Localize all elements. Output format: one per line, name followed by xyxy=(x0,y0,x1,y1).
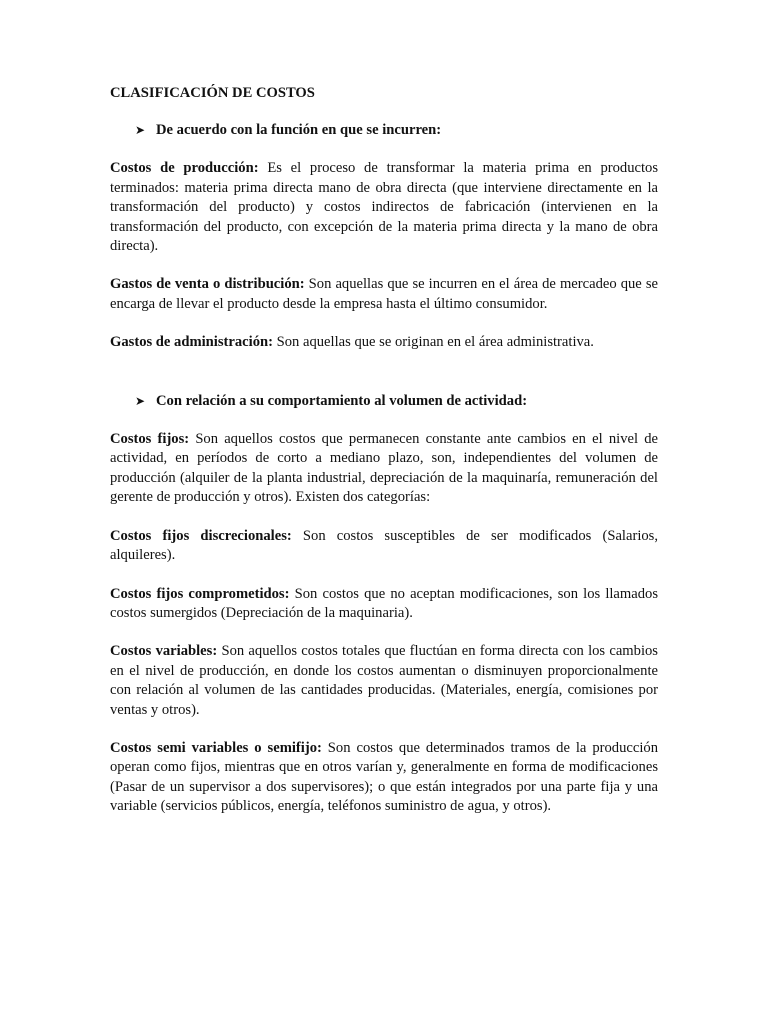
term-label: Costos fijos comprometidos: xyxy=(110,585,290,602)
term-label: Gastos de administración: xyxy=(110,334,273,351)
term-description: Es el proceso de transformar la materia prima en productos terminados: materia prima directa mano de obra directa (que interviene directamente en la transformación del producto) y costos indirectos de fabricación (intervienen en la transformación del producto, con excepción de la materia prima directa y la mano de obra directa). xyxy=(110,160,658,255)
section-heading-volume xyxy=(110,392,658,411)
term-description: Son aquellas que se originan en el área administrativa. xyxy=(272,334,594,351)
section-heading-label: Con relación a su comportamiento al volumen de actividad: xyxy=(156,392,528,409)
term-label: Costos de producción: xyxy=(110,160,259,177)
section-heading-function xyxy=(110,121,658,140)
term-label: Costos semi variables o semifijo: xyxy=(110,739,322,756)
arrowhead-right-icon: ➤ xyxy=(135,393,146,408)
paragraph-costos-semivariables xyxy=(110,739,658,817)
term-label: Costos fijos discrecionales: xyxy=(110,527,292,544)
paragraph-gastos-venta xyxy=(110,275,658,314)
term-description: Son costos que determinados tramos de la producción operan como fijos, mientras que en otros varían y, generalmente en forma de modificaciones (Pasar de un supervisor a dos supervisores); o que están integrados por una parte fija y una variable (servicios públicos, energía, teléfonos suministro de agua, y otros). xyxy=(110,739,658,815)
paragraph-costos-produccion xyxy=(110,159,658,256)
paragraph-costos-variables xyxy=(110,642,658,720)
term-description: Son costos que no aceptan modificaciones, son los llamados costos sumergidos (Depreciación de la maquinaria). xyxy=(110,585,659,621)
term-description: Son aquellos costos que permanecen constante ante cambios en el nivel de actividad, en períodos de corto a mediano plazo, son, independientes del volumen de producción (alquiler de la planta industrial, depreciación de la maquinaría, remuneración del gerente de producción y otros). Existen dos categorías: xyxy=(110,431,658,506)
document-body xyxy=(110,84,658,817)
paragraph-costos-fijos-discrecionales xyxy=(110,527,658,566)
paragraph-costos-fijos xyxy=(110,430,658,508)
term-description: Son costos susceptibles de ser modificados (Salarios, alquileres). xyxy=(110,527,659,564)
section-heading-label: De acuerdo con la función en que se incurren: xyxy=(156,122,442,138)
term-label: Costos fijos: xyxy=(110,431,190,448)
term-description: Son aquellas que se incurren en el área de mercadeo que se encarga de llevar el producto desde la empresa hasta el último consumidor. xyxy=(110,276,659,312)
paragraph-costos-fijos-comprometidos xyxy=(110,585,658,624)
term-description: Son aquellos costos totales que fluctúan en forma directa con los cambios en el nivel de producción, en donde los costos aumentan o disminuyen proporcionalmente con relación al volumen de las cantidades producidas. (Materiales, energía, comisiones por ventas y otros). xyxy=(110,643,658,718)
page-title: CLASIFICACIÓN DE COSTOS xyxy=(110,85,315,101)
arrowhead-right-icon: ➤ xyxy=(135,123,146,137)
term-label: Gastos de venta o distribución: xyxy=(110,276,305,293)
term-label: Costos variables: xyxy=(110,643,218,660)
paragraph-gastos-administracion xyxy=(110,333,658,352)
